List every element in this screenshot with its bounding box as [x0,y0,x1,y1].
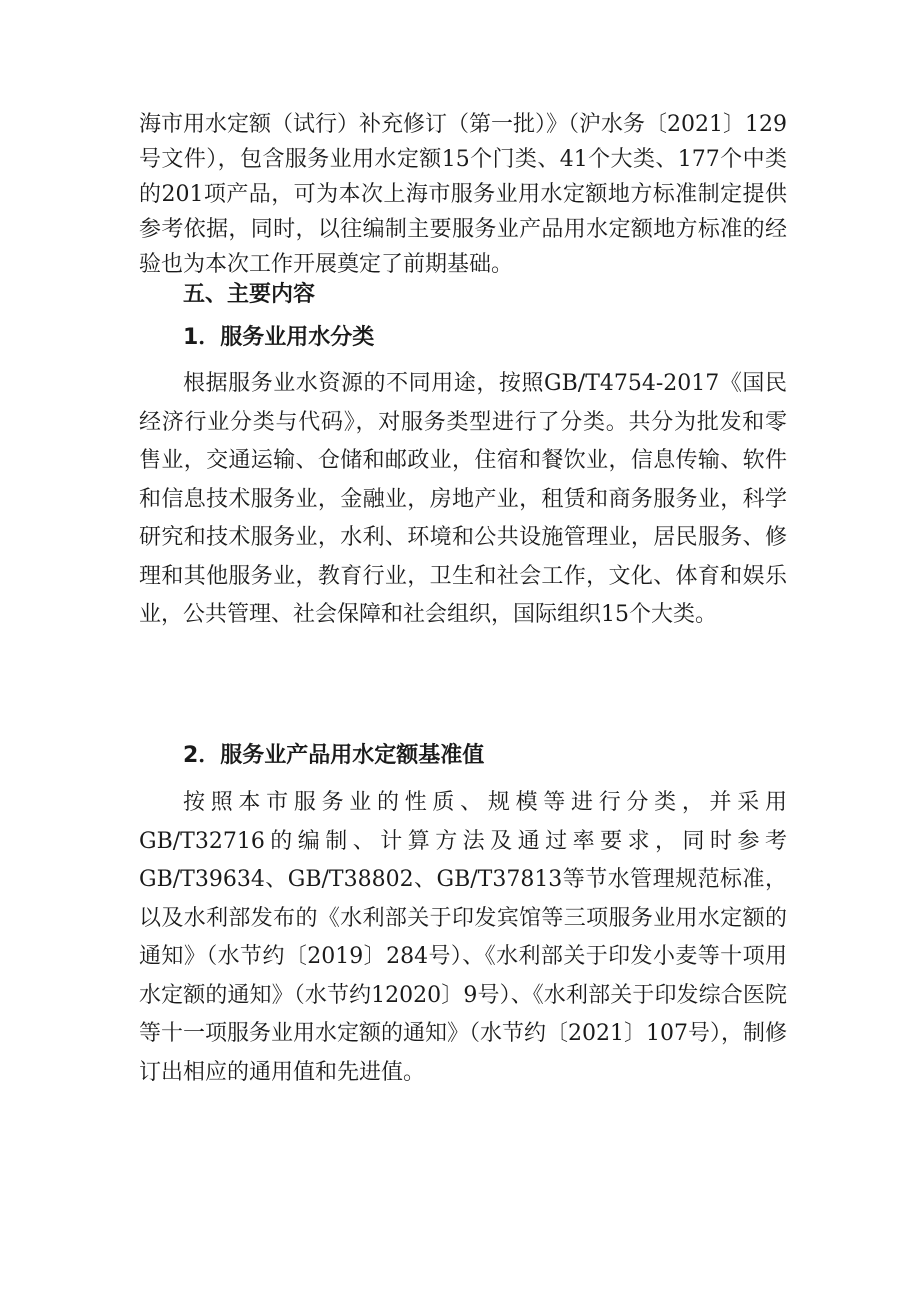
subsection-1-paragraph: 根据服务业水资源的不同用途，按照GB/T4754-2017《国民经济行业分类与代码》，对服务类型进行了分类。共分为批发和零售业，交通运输、仓储和邮政业，住宿和餐饮业，信息传输、软件和信息技术服务业，金融业，房地产业，租赁和商务服务业，科学研究和技术服务业，水利、环境和公共设施管理业，居民服务、修理和其他服务业，教育行业，卫生和社会工作，文化、体育和娱乐业，公共管理、社会保障和社会组织，国际组织15个大类。 [139,371,787,627]
section-heading: 五、主要内容 [183,282,316,307]
subsection-2-heading: 2．服务业产品用水定额基准值 [183,743,485,768]
subsection-2-paragraph: 按照本市服务业的性质、规模等进行分类，并采用GB/T32716的编制、计算方法及通过率要求，同时参考GB/T39634、GB/T38802、GB/T37813等节水管理规范标准，以及水利部发布的《水利部关于印发宾馆等三项服务业用水定额的通知》（水节约〔2019〕284号）、《水利部关于印发小麦等十项用水定额的通知》（水节约12020〕9号）、《水利部关于印发综合医院等十一项服务业用水定额的通知》（水节约〔2021〕107号），制修订出相应的通用值和先进值。 [139,790,787,1085]
subsection-1-heading: 1．服务业用水分类 [183,325,375,350]
intro-paragraph: 海市用水定额（试行）补充修订（第一批）》（沪水务〔2021〕129号文件），包含服务业用水定额15个门类、41个大类、177个中类的201项产品，可为本次上海市服务业用水定额地方标准制定提供参考依据，同时，以往编制主要服务业产品用水定额地方标准的经验也为本次工作开展奠定了前期基础。 [139,112,787,277]
